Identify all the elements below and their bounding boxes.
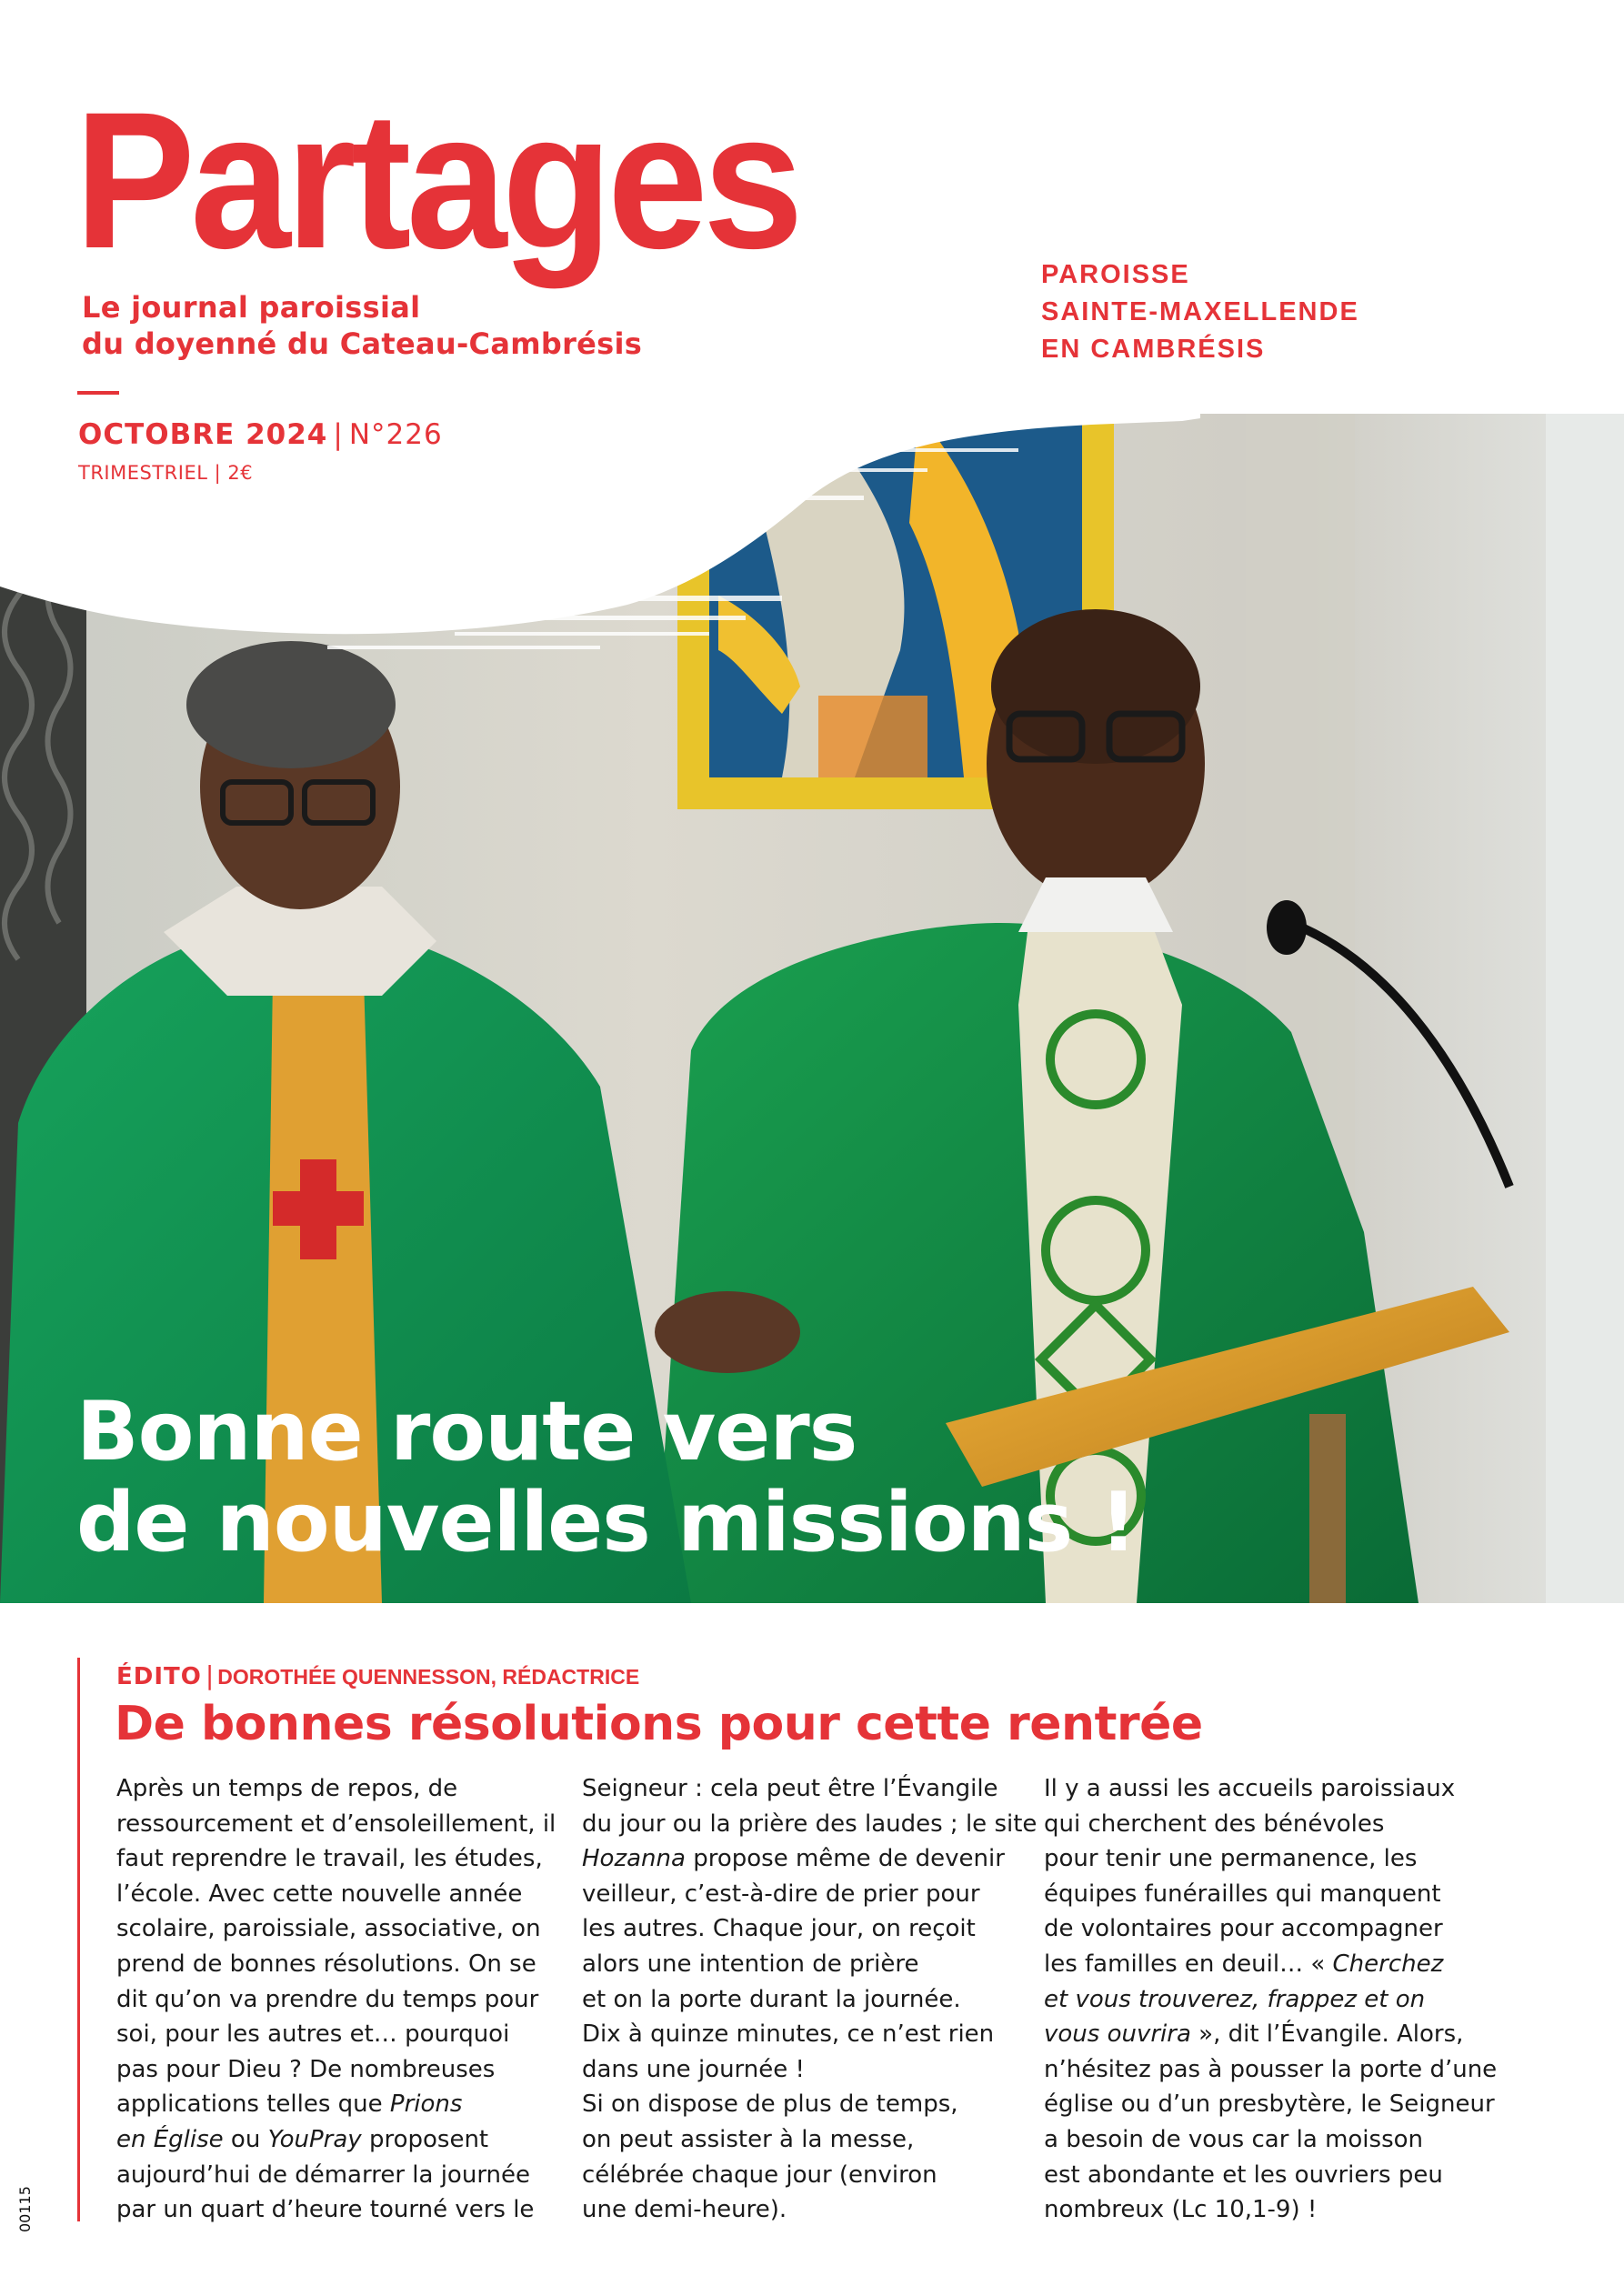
body-line — [582, 1841, 1037, 1877]
body-line — [582, 2052, 1037, 2088]
body-line — [1044, 2192, 1499, 2228]
text-segment: a besoin de vous car la moisson — [1044, 2125, 1424, 2153]
body-line — [116, 2122, 571, 2158]
text-segment: proposent — [361, 2125, 489, 2153]
edito-title: De bonnes résolutions pour cette rentrée — [115, 1697, 1203, 1751]
text-segment: de volontaires pour accompagner — [1044, 1915, 1443, 1943]
body-line — [1044, 2158, 1499, 2193]
headline-line-1: Bonne route vers — [76, 1384, 857, 1479]
text-segment: du jour ou la prière des laudes ; le site — [582, 1810, 1038, 1838]
body-line — [1044, 1877, 1499, 1912]
text-segment: n’hésitez pas à pousser la porte d’une — [1044, 2055, 1498, 2083]
text-segment: Il y a aussi les accueils paroissiaux — [1044, 1775, 1456, 1802]
italic-segment: et vous trouverez, frappez et on — [1044, 1985, 1426, 2013]
body-line — [582, 1807, 1037, 1842]
text-segment: équipes funérailles qui manquent — [1044, 1880, 1441, 1908]
body-line — [582, 2122, 1037, 2158]
text-segment: applications telles que — [116, 2090, 390, 2119]
text-segment: les familles en deuil… « — [1044, 1950, 1333, 1978]
edito-rule — [77, 1658, 80, 2221]
body-line — [1044, 1807, 1499, 1842]
lectern-stand — [1309, 1414, 1346, 1603]
text-segment: ou — [223, 2125, 268, 2153]
text-segment: une demi-heure). — [582, 2196, 787, 2224]
pillar — [1546, 414, 1624, 1603]
text-segment: qui cherchent des bénévoles — [1044, 1810, 1385, 1838]
body-line — [116, 2158, 571, 2193]
body-line — [1044, 1911, 1499, 1947]
italic-segment: en Église — [116, 2125, 224, 2153]
body-line — [582, 2087, 1037, 2122]
text-segment: est abondante et les ouvriers peu — [1044, 2161, 1443, 2189]
text-segment: alors une intention de prière — [582, 1950, 919, 1978]
print-code: 00115 — [16, 2186, 34, 2232]
text-segment: propose même de devenir — [685, 1845, 1005, 1873]
text-segment: les autres. Chaque jour, on reçoit — [582, 1915, 976, 1943]
body-line — [116, 1807, 571, 1842]
body-line — [1044, 1771, 1499, 1807]
parish-name — [1041, 256, 1359, 368]
text-segment: ressourcement et d’ensoleillement, il — [116, 1810, 556, 1838]
body-line — [116, 1947, 571, 1982]
text-segment: église ou d’un presbytère, le Seigneur — [1044, 2090, 1495, 2119]
edito-label: ÉDITO — [116, 1663, 202, 1690]
subtitle-line-2: du doyenné du Cateau-Cambrésis — [82, 326, 643, 361]
edito-separator: | — [205, 1660, 215, 1690]
text-segment: scolaire, paroissiale, associative, on — [116, 1915, 541, 1943]
body-line — [116, 1877, 571, 1912]
text-segment: Si on dispose de plus de temps, — [582, 2090, 958, 2119]
body-line — [582, 2158, 1037, 2193]
masthead-title: Partages — [75, 72, 799, 289]
edito-author: DOROTHÉE QUENNESSON, RÉDACTRICE — [217, 1665, 640, 1689]
subtitle-line-1: Le journal paroissial — [82, 290, 421, 325]
italic-segment: YouPray — [267, 2125, 362, 2153]
edito-column-1 — [116, 1771, 571, 2228]
edito-column-2 — [582, 1771, 1037, 2228]
parish-line-1: PAROISSE — [1041, 260, 1190, 289]
body-line — [582, 1947, 1037, 1982]
body-line — [1044, 1841, 1499, 1877]
body-line — [116, 2052, 571, 2088]
text-segment: célébrée chaque jour (environ — [582, 2161, 937, 2189]
parish-line-3: EN CAMBRÉSIS — [1041, 335, 1266, 364]
text-segment: pour tenir une permanence, les — [1044, 1845, 1418, 1873]
body-line — [1044, 1947, 1499, 1982]
body-line — [116, 1982, 571, 2018]
body-line — [1044, 1982, 1499, 2018]
body-line — [116, 1841, 571, 1877]
body-line — [116, 2087, 571, 2122]
text-segment: Seigneur : cela peut être l’Évangile — [582, 1775, 998, 1802]
text-segment: aujourd’hui de démarrer la journée — [116, 2161, 531, 2189]
body-line — [1044, 2122, 1499, 2158]
text-segment: », dit l’Évangile. Alors, — [1190, 2020, 1464, 2049]
text-segment: dit qu’on va prendre du temps pour — [116, 1985, 539, 2013]
text-segment: soi, pour les autres et… pourquoi — [116, 2020, 510, 2049]
body-line — [582, 1877, 1037, 1912]
italic-segment: Prions — [389, 2090, 463, 2119]
body-line — [116, 2192, 571, 2228]
masthead-divider — [77, 391, 119, 395]
body-line — [1044, 2017, 1499, 2052]
italic-segment: vous ouvrira — [1044, 2020, 1191, 2049]
text-segment: veilleur, c’est-à-dire de prier pour — [582, 1880, 980, 1908]
body-line — [582, 1771, 1037, 1807]
body-line — [116, 2017, 571, 2052]
text-segment: prend de bonnes résolutions. On se — [116, 1950, 536, 1978]
body-line — [582, 1982, 1037, 2018]
body-line — [582, 2017, 1037, 2052]
body-line — [582, 2192, 1037, 2228]
text-segment: dans une journée ! — [582, 2055, 805, 2083]
text-segment: par un quart d’heure tourné vers le — [116, 2196, 535, 2224]
text-segment: l’école. Avec cette nouvelle année — [116, 1880, 523, 1908]
text-segment: pas pour Dieu ? De nombreuses — [116, 2055, 496, 2083]
body-line — [116, 1771, 571, 1807]
text-segment: Dix à quinze minutes, ce n’est rien — [582, 2020, 995, 2049]
masthead-subtitle — [82, 289, 642, 362]
text-segment: Après un temps de repos, de — [116, 1775, 458, 1802]
edito-column-3 — [1044, 1771, 1499, 2228]
edito-kicker — [116, 1660, 639, 1690]
issue-separator: | — [333, 418, 344, 451]
italic-segment: Cherchez — [1332, 1950, 1444, 1978]
headline-line-2: de nouvelles missions ! — [76, 1475, 1137, 1570]
issue-number: N°226 — [348, 418, 443, 451]
issue-frequency-price: TRIMESTRIEL | 2€ — [78, 462, 254, 484]
body-line — [582, 1911, 1037, 1947]
parish-line-2: SAINTE-MAXELLENDE — [1041, 297, 1359, 326]
italic-segment: Hozanna — [582, 1845, 686, 1873]
issue-line — [78, 418, 443, 451]
text-segment: on peut assister à la messe, — [582, 2125, 915, 2153]
text-segment: nombreux (Lc 10,1-9) ! — [1044, 2196, 1318, 2224]
issue-date: OCTOBRE 2024 — [78, 418, 328, 451]
microphone-head — [1267, 900, 1307, 955]
body-line — [1044, 2052, 1499, 2088]
body-line — [116, 1911, 571, 1947]
text-segment: faut reprendre le travail, les études, — [116, 1845, 543, 1873]
cover-headline — [76, 1384, 1137, 1570]
body-line — [1044, 2087, 1499, 2122]
text-segment: et on la porte durant la journée. — [582, 1985, 961, 2013]
